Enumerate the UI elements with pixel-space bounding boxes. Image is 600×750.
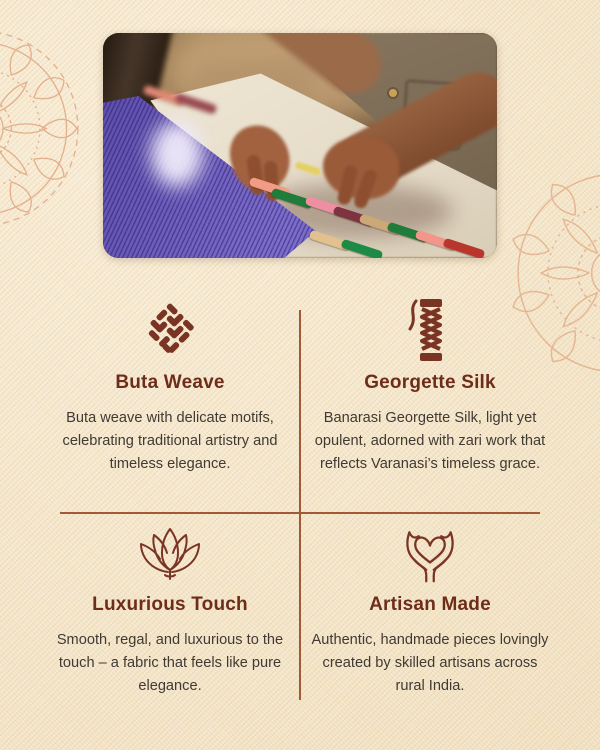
feature-title: Luxurious Touch <box>92 594 248 615</box>
feature-buta-weave <box>40 296 300 476</box>
buta-weave-icon <box>141 296 199 364</box>
mandala-ornament-top-left <box>0 26 83 231</box>
lotus-icon <box>137 522 203 586</box>
feature-description: Banarasi Georgette Silk, light yet opulent, adorned with zari work that reflects Varanasi’s timeless grace. <box>314 410 546 472</box>
feature-georgette-silk <box>300 296 560 476</box>
feature-title: Buta Weave <box>115 372 225 393</box>
horizontal-divider <box>60 512 540 514</box>
feature-description: Buta weave with delicate motifs, celebrating traditional artistry and timeless elegance. <box>62 410 278 472</box>
feature-title: Artisan Made <box>369 594 491 615</box>
feature-description: Authentic, handmade pieces lovingly created by skilled artisans across rural India. <box>311 632 549 694</box>
feature-luxurious-touch <box>40 522 300 698</box>
hands-heart-icon <box>400 522 460 586</box>
feature-description: Smooth, regal, and luxurious to the touch – a fabric that feels like pure elegance. <box>56 632 284 694</box>
thread-spool-icon <box>404 296 456 364</box>
feature-artisan-made <box>300 522 560 698</box>
photo-shirt-button <box>389 89 397 97</box>
photo-fabric-sheen <box>151 121 203 187</box>
feature-title: Georgette Silk <box>364 372 496 393</box>
hero-photo-artisan-weaving <box>103 33 497 258</box>
